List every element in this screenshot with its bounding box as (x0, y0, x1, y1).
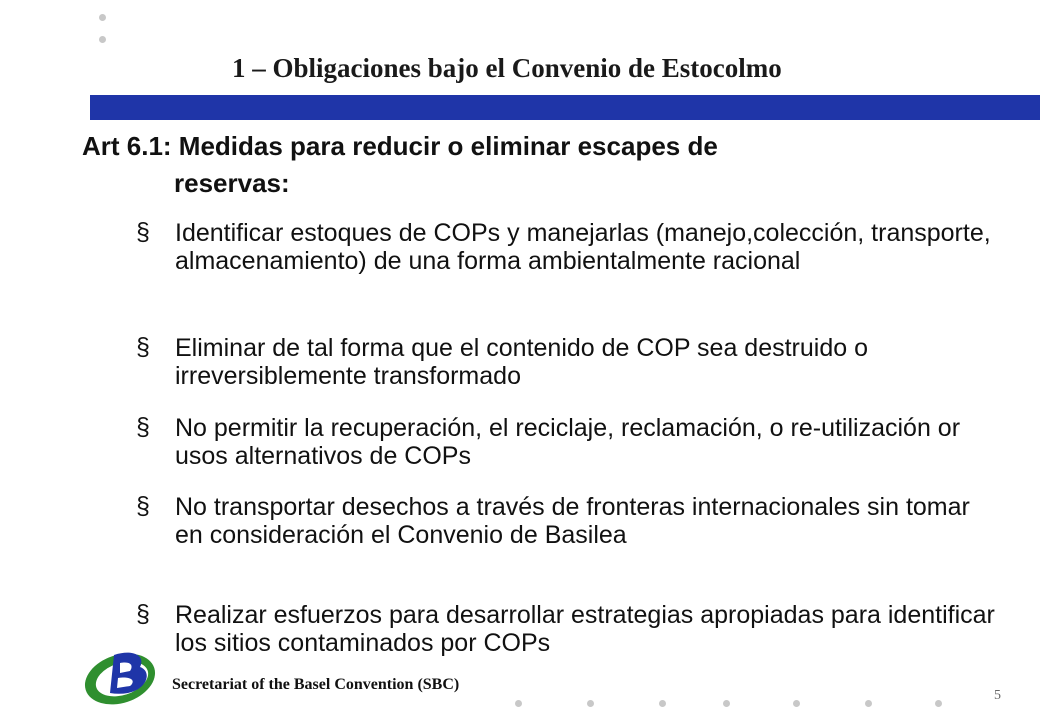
bullet-icon: § (136, 333, 150, 361)
footer-text: Secretariat of the Basel Convention (SBC) (172, 676, 460, 693)
heading-line-2: reservas: (174, 168, 290, 198)
slide-title: 1 – Obligaciones bajo el Convenio de Estocolmo (232, 53, 782, 83)
slide-heading (82, 128, 982, 202)
decorative-dot (99, 36, 106, 43)
heading-line-1: Art 6.1: Medidas para reducir o eliminar escapes de (82, 131, 718, 161)
title-bar (90, 95, 1040, 120)
decorative-dot (99, 14, 106, 21)
bullet-icon: § (136, 492, 150, 520)
page-number: 5 (994, 688, 1001, 703)
bullet-icon: § (136, 600, 150, 628)
bullet-icon: § (136, 413, 150, 441)
decorative-dot (723, 700, 730, 707)
bullet-item: Eliminar de tal forma que el contenido de COP sea destruido o irreversiblemente transformado (175, 334, 868, 390)
bullet-item: Identificar estoques de COPs y manejarlas (manejo,colección, transporte, almacenamiento) de una forma ambientalmente racional (175, 219, 991, 275)
decorative-dot (659, 700, 666, 707)
decorative-dot (865, 700, 872, 707)
decorative-dot (935, 700, 942, 707)
bullet-icon: § (136, 218, 150, 246)
bullet-item: No transportar desechos a través de fronteras internacionales sin tomar en consideración el Convenio de Basilea (175, 493, 970, 549)
decorative-dot (793, 700, 800, 707)
bullet-item: No permitir la recuperación, el reciclaje, reclamación, o re-utilización or usos alternativos de COPs (175, 414, 961, 470)
basel-convention-logo-icon (80, 645, 170, 707)
decorative-dot (587, 700, 594, 707)
decorative-dot (515, 700, 522, 707)
bullet-item: Realizar esfuerzos para desarrollar estrategias apropiadas para identificar los sitios contaminados por COPs (175, 601, 995, 657)
